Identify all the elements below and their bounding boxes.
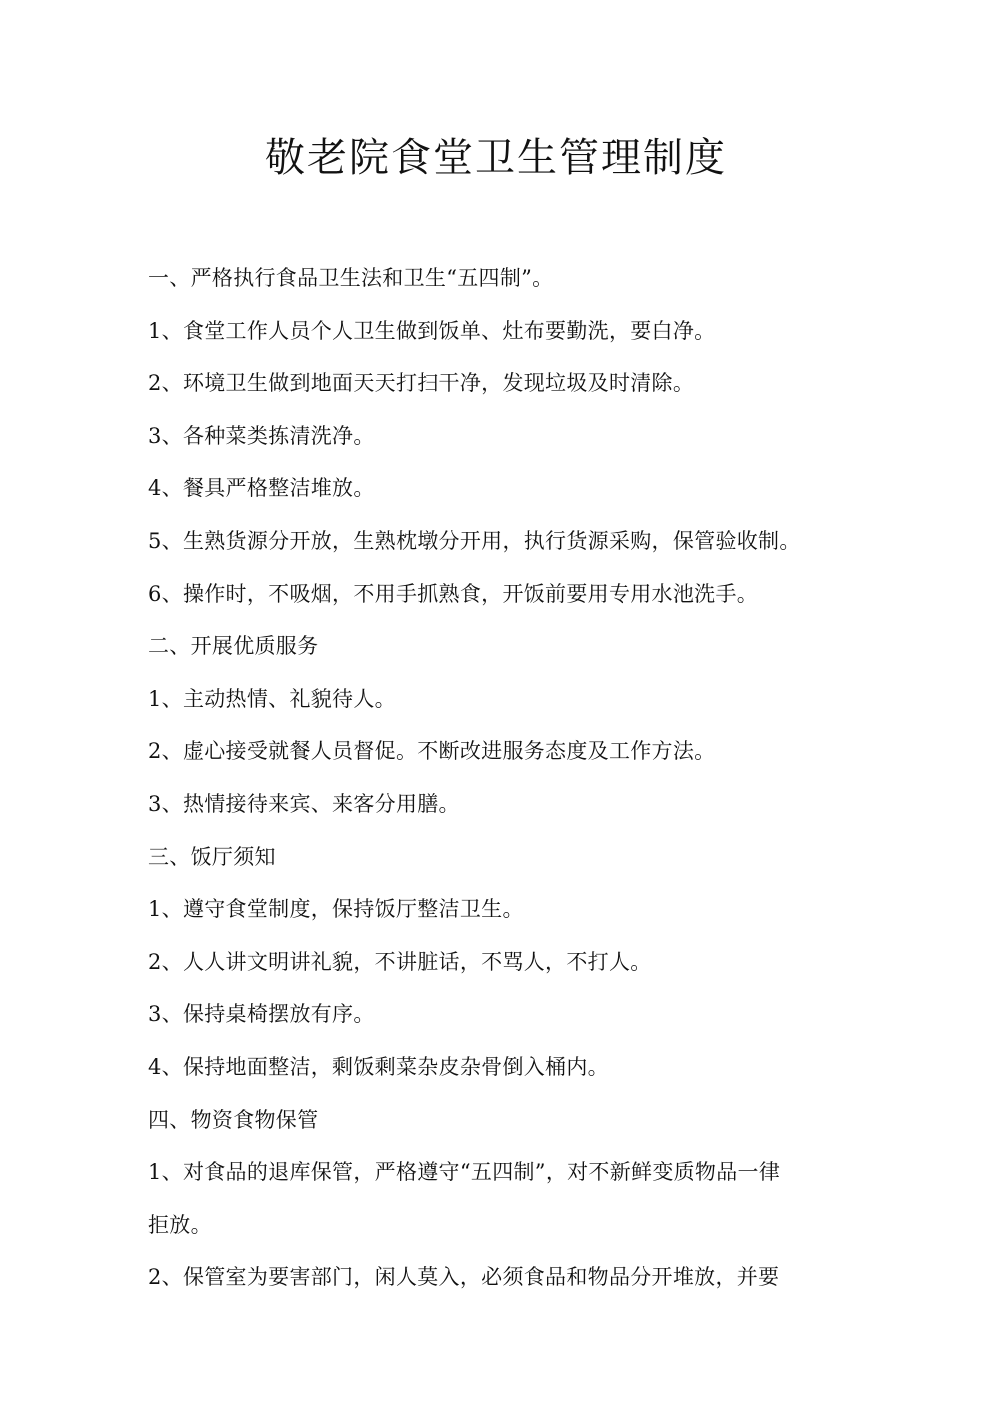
section-heading: 二、开展优质服务 bbox=[148, 634, 319, 659]
document-title: 敬老院食堂卫生管理制度 bbox=[265, 135, 727, 181]
document-body bbox=[148, 252, 868, 1304]
section-heading: 四、物资食物保管 bbox=[148, 1107, 319, 1132]
paragraph-line: 4、餐具严格整洁堆放。 bbox=[148, 476, 375, 501]
paragraph-line: 1、对食品的退库保管，严格遵守“五四制”，对不新鲜变质物品一律 bbox=[148, 1160, 781, 1185]
paragraph-line: 2、虚心接受就餐人员督促。不断改进服务态度及工作方法。 bbox=[148, 739, 716, 764]
paragraph-line: 4、保持地面整洁，剩饭剩菜杂皮杂骨倒入桶内。 bbox=[148, 1054, 609, 1079]
paragraph-line: 2、环境卫生做到地面天天打扫干净，发现垃圾及时清除。 bbox=[148, 371, 695, 396]
paragraph-line: 2、人人讲文明讲礼貌，不讲脏话，不骂人，不打人。 bbox=[148, 949, 652, 974]
paragraph-line: 3、保持桌椅摆放有序。 bbox=[148, 1002, 375, 1027]
paragraph-line: 3、热情接待来宾、来客分用膳。 bbox=[148, 791, 460, 816]
paragraph-line: 6、操作时，不吸烟，不用手抓熟食，开饭前要用专用水池洗手。 bbox=[148, 581, 759, 606]
paragraph-line: 拒放。 bbox=[148, 1212, 212, 1237]
paragraph-line: 1、主动热情、礼貌待人。 bbox=[148, 686, 396, 711]
paragraph-line: 1、遵守食堂制度，保持饭厅整洁卫生。 bbox=[148, 897, 524, 922]
paragraph-line: 1、食堂工作人员个人卫生做到饭单、灶布要勤洗，要白净。 bbox=[148, 318, 716, 343]
section-heading: 三、饭厅须知 bbox=[148, 844, 276, 869]
paragraph-line: 2、保管室为要害部门，闲人莫入，必须食品和物品分开堆放，并要 bbox=[148, 1265, 780, 1290]
section-heading: 一、严格执行食品卫生法和卫生“五四制”。 bbox=[148, 266, 554, 290]
paragraph-line: 5、生熟货源分开放，生熟枕墩分开用，执行货源采购，保管验收制。 bbox=[148, 528, 801, 553]
paragraph-line: 3、各种菜类拣清洗净。 bbox=[148, 423, 375, 448]
